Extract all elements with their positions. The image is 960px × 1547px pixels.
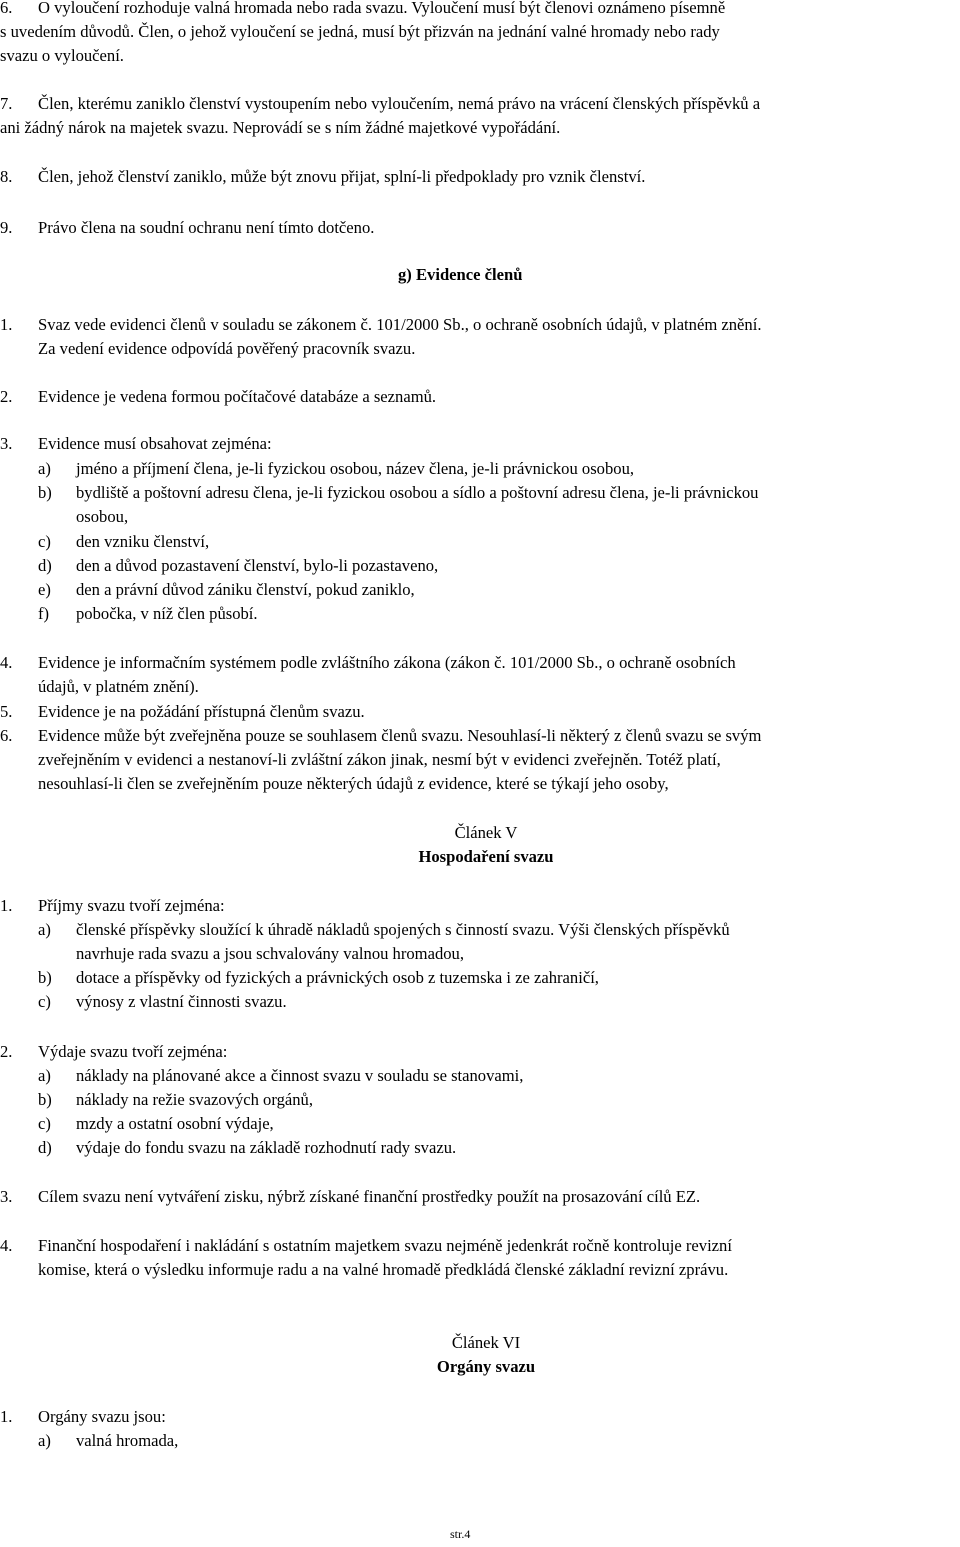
paragraph-number: 3. [0,1187,13,1206]
paragraph-number: 2. [0,387,13,406]
paragraph-number: 8. [0,167,13,186]
paragraph-number: 4. [0,1236,13,1255]
list-item-letter: a) [38,459,51,478]
list-item-text: valná hromada, [76,1431,179,1450]
list-item-text: jméno a příjmení člena, je-li fyzickou osobou, název člena, je-li právnickou osobou, [76,459,635,478]
list-item-text: den vzniku členství, [76,532,210,551]
article-label: Článek V [454,823,518,842]
paragraph-text: Člen, kterému zaniklo členství vystoupením nebo vyloučením, nemá právo na vrácení členských příspěvků a [38,94,761,113]
paragraph-number: 7. [0,94,13,113]
paragraph-text: Člen, jehož členství zaniklo, může být znovu přijat, splní-li předpoklady pro vznik členství. [38,167,646,186]
section-heading: g) Evidence členů [398,265,523,284]
paragraph-text: svazu o vyloučení. [0,46,124,65]
list-item-letter: b) [38,968,52,987]
paragraph-text: Finanční hospodaření i nakládání s ostatním majetkem svazu nejméně jedenkrát ročně kontroluje revizní [38,1236,732,1255]
paragraph-text: Cílem svazu není vytváření zisku, nýbrž získané finanční prostředky použít na prosazování cílů EZ. [38,1187,701,1206]
list-item-letter: d) [38,1138,52,1157]
paragraph-number: 3. [0,434,13,453]
paragraph-text: zveřejněním v evidenci a nestanoví-li zvláštní zákon jinak, nesmí být v evidenci zveřejněn. Totéž platí, [38,750,721,769]
article-title: Orgány svazu [436,1357,536,1376]
paragraph-number: 1. [0,315,13,334]
paragraph-text: s uvedením důvodů. Člen, o jehož vyloučení se jedná, musí být přizván na jednání valné hromady nebo rady [0,22,720,41]
paragraph-number: 6. [0,0,13,17]
list-item-letter: b) [38,1090,52,1109]
list-item-letter: f) [38,604,50,623]
paragraph-text: nesouhlasí-li člen se zveřejněním pouze některých údajů z evidence, které se týkají jeho osoby, [38,774,669,793]
paragraph-number: 5. [0,702,13,721]
paragraph-text: Evidence je vedena formou počítačové databáze a seznamů. [38,387,437,406]
page-number: str.4 [450,1527,471,1541]
list-item-letter: b) [38,483,52,502]
paragraph-number: 2. [0,1042,13,1061]
paragraph-text: Evidence je informačním systémem podle zvláštního zákona (zákon č. 101/2000 Sb., o ochraně osobních [38,653,736,672]
paragraph-text: Evidence musí obsahovat zejména: [38,434,272,453]
list-item-text: den a důvod pozastavení členství, bylo-li pozastaveno, [76,556,439,575]
list-item-letter: c) [38,1114,51,1133]
list-item-text: členské příspěvky sloužící k úhradě nákladů spojených s činností svazu. Výši členských příspěvků [76,920,730,939]
list-item-text: výnosy z vlastní činnosti svazu. [76,992,287,1011]
paragraph-number: 6. [0,726,13,745]
paragraph-text: komise, která o výsledku informuje radu a na valné hromadě předkládá členské základní revizní zprávu. [38,1260,729,1279]
article-label: Článek VI [451,1333,521,1352]
paragraph-text: Výdaje svazu tvoří zejména: [38,1042,228,1061]
paragraph-number: 1. [0,896,13,915]
list-item-text: navrhuje rada svazu a jsou schvalovány valnou hromadou, [76,944,464,963]
list-item-letter: c) [38,992,51,1011]
list-item-text: náklady na plánované akce a činnost svazu v souladu se stanovami, [76,1066,524,1085]
list-item-text: dotace a příspěvky od fyzických a právnických osob z tuzemska i ze zahraničí, [76,968,599,987]
article-title: Hospodaření svazu [418,847,554,866]
list-item-text: osobou, [76,507,129,526]
paragraph-number: 1. [0,1407,13,1426]
list-item-text: mzdy a ostatní osobní výdaje, [76,1114,274,1133]
list-item-text: bydliště a poštovní adresu člena, je-li fyzickou osobou a sídlo a poštovní adresu člena, je-li právnickou [76,483,759,502]
paragraph-text: Orgány svazu jsou: [38,1407,166,1426]
paragraph-text: Za vedení evidence odpovídá pověřený pracovník svazu. [38,339,416,358]
list-item-text: pobočka, v níž člen působí. [76,604,258,623]
paragraph-text: Evidence je na požádání přístupná členům svazu. [38,702,365,721]
list-item-letter: a) [38,1066,51,1085]
list-item-letter: a) [38,1431,51,1450]
paragraph-text: Svaz vede evidenci členů v souladu se zákonem č. 101/2000 Sb., o ochraně osobních údajů, v platném znění. [38,315,762,334]
paragraph-text: Evidence může být zveřejněna pouze se souhlasem členů svazu. Nesouhlasí-li některý z členů svazu se svým [38,726,762,745]
paragraph-number: 4. [0,653,13,672]
list-item-letter: a) [38,920,51,939]
list-item-letter: e) [38,580,51,599]
paragraph-text: O vyloučení rozhoduje valná hromada nebo rada svazu. Vyloučení musí být členovi oznámeno písemně [38,0,726,17]
list-item-letter: c) [38,532,51,551]
list-item-letter: d) [38,556,52,575]
paragraph-text: Příjmy svazu tvoří zejména: [38,896,225,915]
paragraph-text: ani žádný nárok na majetek svazu. Neprovádí se s ním žádné majetkové vypořádání. [0,118,561,137]
list-item-text: výdaje do fondu svazu na základě rozhodnutí rady svazu. [76,1138,457,1157]
list-item-text: den a právní důvod zániku členství, pokud zaniklo, [76,580,415,599]
paragraph-text: Právo člena na soudní ochranu není tímto dotčeno. [38,218,375,237]
paragraph-text: údajů, v platném znění). [38,677,199,696]
paragraph-number: 9. [0,218,13,237]
list-item-text: náklady na režie svazových orgánů, [76,1090,313,1109]
